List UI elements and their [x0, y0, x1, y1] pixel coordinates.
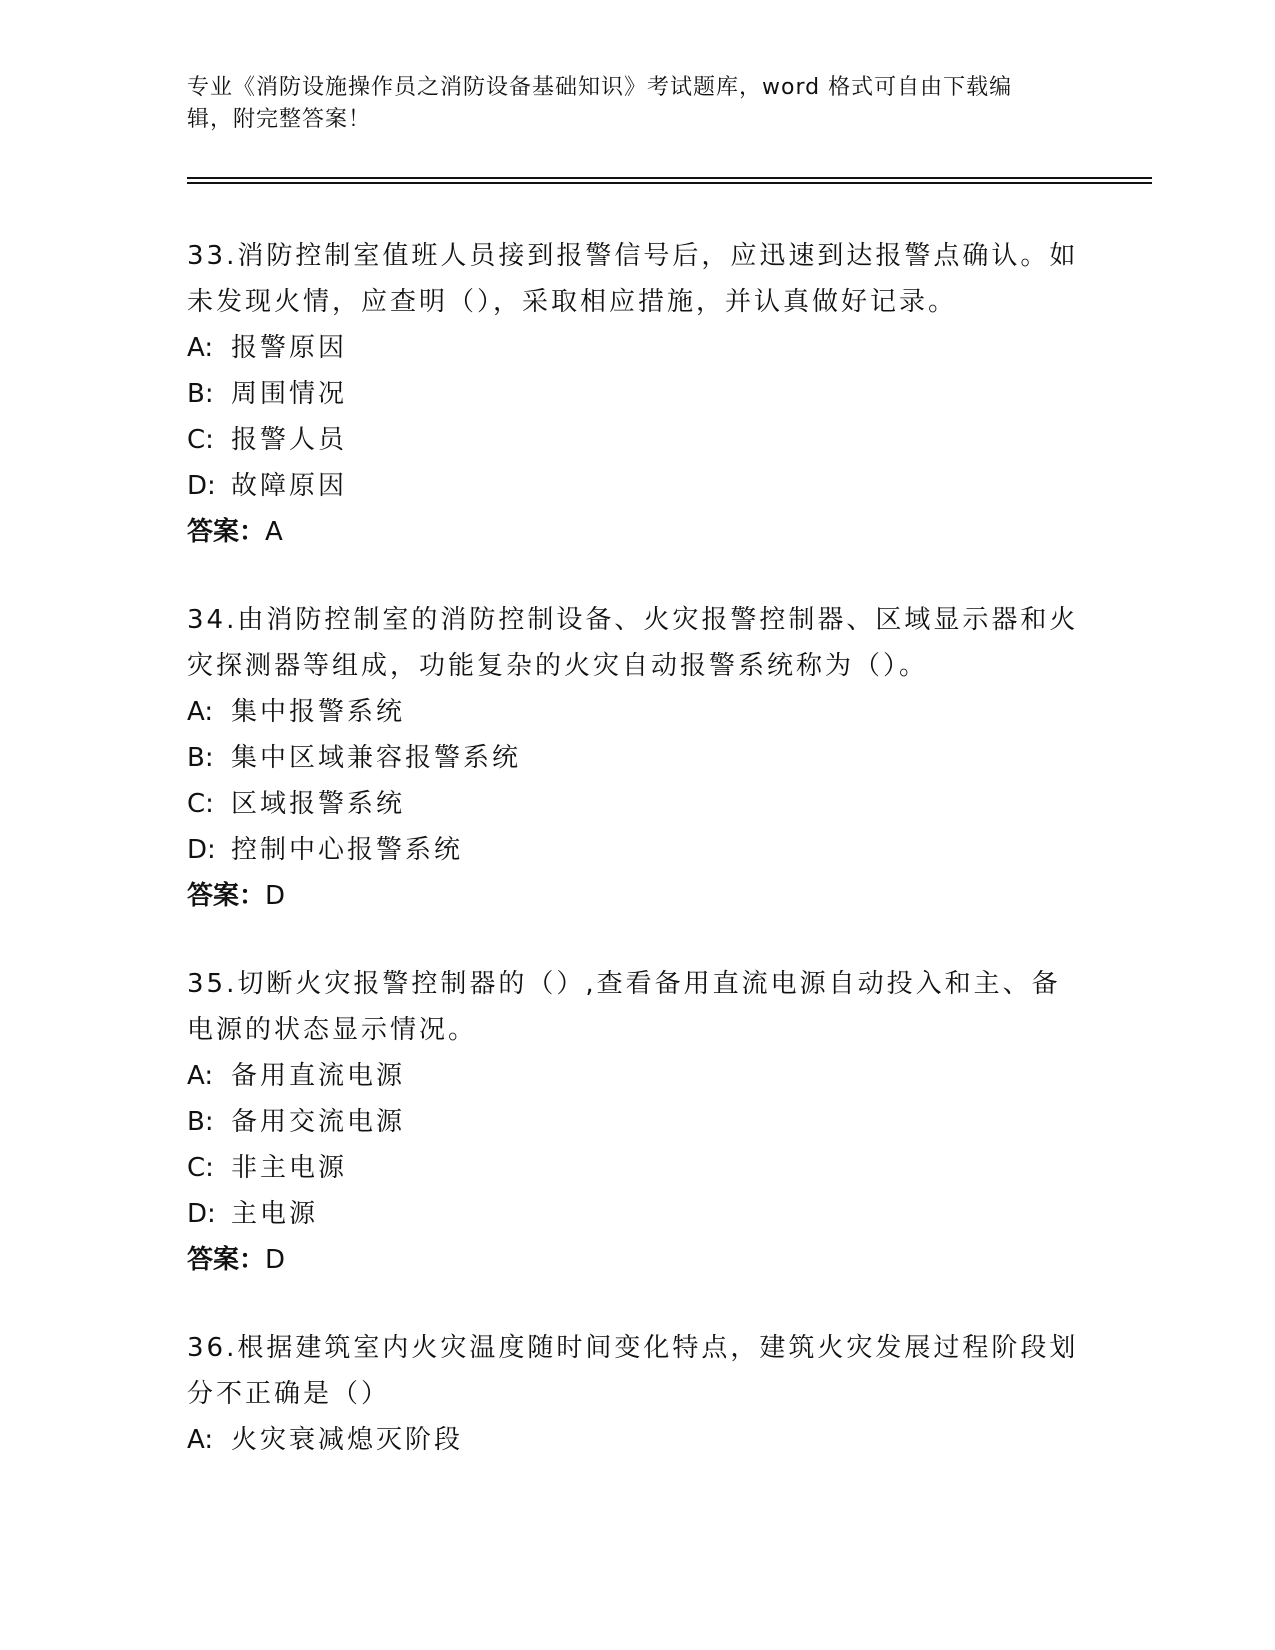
option-label: D:	[187, 835, 216, 865]
header-divider-bottom	[187, 182, 1152, 184]
header-line-2: 辑，附完整答案！	[187, 107, 372, 132]
question-text-line: 33.消防控制室值班人员接到报警信号后，应迅速到达报警点确认。如	[187, 241, 1079, 271]
header-divider-top	[187, 177, 1152, 179]
option-d	[187, 463, 1087, 509]
answer-label: 答案：	[187, 517, 266, 547]
option-text: 控制中心报警系统	[231, 835, 464, 865]
answer	[187, 509, 1087, 555]
option-label: B:	[187, 1107, 214, 1137]
option-c	[187, 1145, 1087, 1191]
question-text-line: 未发现火情，应查明（），采取相应措施，并认真做好记录。	[187, 287, 958, 317]
option-text: 备用交流电源	[231, 1107, 406, 1137]
question-36	[187, 1325, 1087, 1463]
option-label: B:	[187, 743, 214, 773]
option-label: A:	[187, 1061, 214, 1091]
question-text-line: 电源的状态显示情况。	[187, 1015, 478, 1045]
option-text: 报警人员	[231, 425, 348, 455]
question-34	[187, 597, 1087, 919]
option-label: D:	[187, 471, 216, 501]
option-text: 集中报警系统	[231, 697, 406, 727]
answer	[187, 873, 1087, 919]
option-label: A:	[187, 1425, 214, 1455]
answer-value: D	[265, 881, 286, 911]
question-text-line: 34.由消防控制室的消防控制设备、火灾报警控制器、区域显示器和火	[187, 605, 1079, 635]
document-header	[187, 72, 1087, 136]
option-a	[187, 1417, 1087, 1463]
answer-value: D	[265, 1245, 286, 1275]
option-a	[187, 325, 1087, 371]
question-text-line: 35.切断火灾报警控制器的（）,查看备用直流电源自动投入和主、备	[187, 969, 1061, 999]
question-text-line: 36.根据建筑室内火灾温度随时间变化特点，建筑火灾发展过程阶段划	[187, 1333, 1079, 1363]
option-text: 集中区域兼容报警系统	[231, 743, 522, 773]
question-text-line: 分不正确是（）	[187, 1379, 391, 1409]
answer-label: 答案：	[187, 1245, 266, 1275]
answer	[187, 1237, 1087, 1283]
option-text: 周围情况	[231, 379, 348, 409]
option-a	[187, 1053, 1087, 1099]
question-35	[187, 961, 1087, 1283]
option-label: D:	[187, 1199, 216, 1229]
option-text: 火灾衰减熄灭阶段	[231, 1425, 464, 1455]
option-d	[187, 1191, 1087, 1237]
question-33	[187, 233, 1087, 555]
option-label: A:	[187, 697, 214, 727]
option-text: 报警原因	[231, 333, 348, 363]
answer-value: A	[265, 517, 283, 547]
option-text: 非主电源	[231, 1153, 348, 1183]
option-c	[187, 417, 1087, 463]
option-text: 主电源	[231, 1199, 319, 1229]
option-label: B:	[187, 379, 214, 409]
option-b	[187, 735, 1087, 781]
option-text: 区域报警系统	[231, 789, 406, 819]
option-label: C:	[187, 789, 214, 819]
option-b	[187, 371, 1087, 417]
option-label: C:	[187, 1153, 214, 1183]
answer-label: 答案：	[187, 881, 266, 911]
option-a	[187, 689, 1087, 735]
option-b	[187, 1099, 1087, 1145]
option-text: 备用直流电源	[231, 1061, 406, 1091]
option-label: A:	[187, 333, 214, 363]
option-c	[187, 781, 1087, 827]
option-label: C:	[187, 425, 214, 455]
option-text: 故障原因	[231, 471, 348, 501]
question-text-line: 灾探测器等组成，功能复杂的火灾自动报警系统称为（）。	[187, 651, 929, 681]
header-line-1: 专业《消防设施操作员之消防设备基础知识》考试题库，word 格式可自由下载编	[187, 75, 1013, 100]
option-d	[187, 827, 1087, 873]
